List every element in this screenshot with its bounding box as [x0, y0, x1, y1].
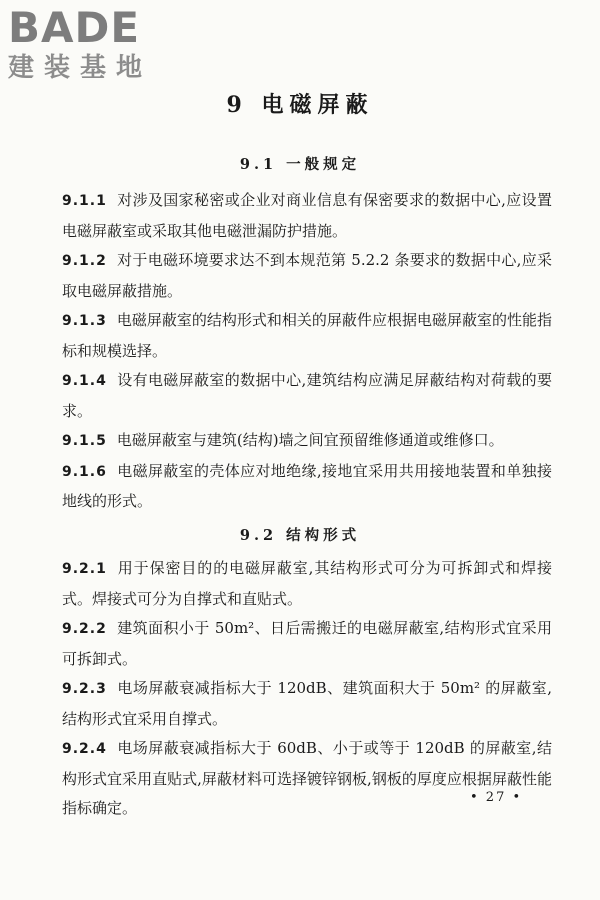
bade-logo [8, 3, 178, 84]
clause-number: 9.2.2 [62, 621, 107, 637]
clause-text: 对涉及国家秘密或企业对商业信息有保密要求的数据中心,应设置电磁屏蔽室或采取其他电磁泄漏防护措施。 [62, 191, 552, 240]
clause-9-2-4 [62, 734, 552, 824]
section-title-9-2: 9.2 结构形式 [239, 527, 361, 544]
clause-9-1-2 [62, 246, 552, 306]
clause-9-2-1 [62, 554, 552, 614]
clause-number: 9.1.1 [62, 193, 107, 209]
clause-number: 9.1.6 [62, 463, 107, 480]
section-9-2-body [62, 554, 552, 824]
section-title-9-1: 9.1 一般规定 [239, 156, 361, 173]
clause-number: 9.2.3 [62, 681, 107, 697]
clause-text: 电磁屏蔽室的结构形式和相关的屏蔽件应根据电磁屏蔽室的性能指标和规模选择。 [62, 311, 552, 360]
logo-wordmark: BADE [8, 3, 141, 52]
clause-number: 9.2.4 [62, 741, 107, 757]
clause-9-2-3 [62, 674, 552, 734]
clause-number: 9.1.5 [62, 433, 107, 449]
clause-9-1-1 [62, 186, 552, 246]
clause-text: 建筑面积小于 50m²、日后需搬迁的电磁屏蔽室,结构形式宜采用可拆卸式。 [62, 619, 552, 668]
clause-9-1-4 [62, 366, 552, 426]
clause-text: 电场屏蔽衰减指标大于 60dB、小于或等于 120dB 的屏蔽室,结构形式宜采用直贴式,屏蔽材料可选择镀锌钢板,钢板的厚度应根据屏蔽性能指标确定。 [62, 739, 552, 817]
page-number: • 27 • [470, 790, 523, 805]
clause-9-1-3 [62, 306, 552, 366]
clause-number: 9.1.2 [62, 253, 107, 269]
section-9-1-body [62, 186, 552, 517]
clause-text: 电磁屏蔽室与建筑(结构)墙之间宜预留维修通道或维修口。 [116, 431, 504, 449]
clause-number: 9.1.3 [62, 313, 107, 329]
clause-number: 9.1.4 [62, 373, 107, 389]
clause-text: 设有电磁屏蔽室的数据中心,建筑结构应满足屏蔽结构对荷载的要求。 [62, 371, 552, 420]
logo-subtitle: 建装基地 [8, 53, 153, 83]
clause-text: 电磁屏蔽室的壳体应对地绝缘,接地宜采用共用接地装置和单独接地线的形式。 [62, 461, 552, 510]
clause-9-2-2 [62, 614, 552, 674]
clause-9-1-5 [62, 426, 552, 457]
clause-9-1-6 [62, 457, 552, 517]
clause-number: 9.2.1 [62, 561, 107, 577]
clause-text: 用于保密目的的电磁屏蔽室,其结构形式可分为可拆卸式和焊接式。焊接式可分为自撑式和直贴式。 [62, 559, 552, 608]
chapter-title: 9 电磁屏蔽 [226, 92, 374, 118]
clause-text: 对于电磁环境要求达不到本规范第 5.2.2 条要求的数据中心,应采取电磁屏蔽措施。 [62, 251, 552, 300]
clause-text: 电场屏蔽衰减指标大于 120dB、建筑面积大于 50m² 的屏蔽室,结构形式宜采用自撑式。 [62, 679, 552, 728]
